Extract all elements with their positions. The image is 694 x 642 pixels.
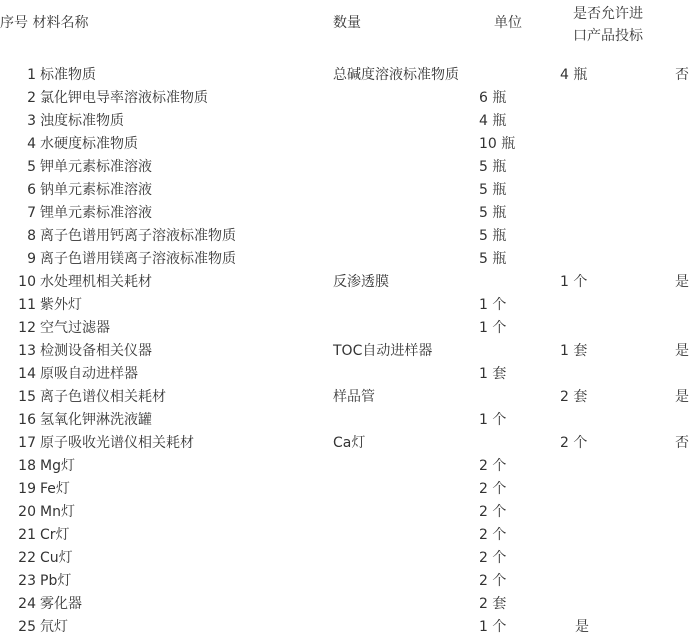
table-row — [0, 89, 694, 112]
row-number: 12 — [18, 320, 36, 336]
import-allowed: 是 — [675, 389, 689, 405]
unit-count: 5 瓶 — [479, 182, 507, 198]
material-name: 离子色谱用钙离子溶液标准物质 — [40, 228, 236, 244]
row-number: 23 — [18, 573, 36, 589]
material-name: Mn灯 — [40, 504, 75, 520]
row-number: 13 — [18, 343, 36, 359]
table-row — [0, 227, 694, 250]
table-row — [0, 181, 694, 204]
table-row — [0, 158, 694, 181]
material-name: 浊度标准物质 — [40, 113, 124, 129]
unit-count: 2 个 — [479, 527, 507, 543]
row-number: 5 — [27, 159, 36, 175]
import-allowed: 否 — [675, 435, 689, 451]
row-number: 20 — [18, 504, 36, 520]
row-number: 11 — [18, 297, 36, 313]
table-row — [0, 434, 694, 457]
row-number: 24 — [18, 596, 36, 612]
import-allowed: 是 — [575, 619, 589, 635]
import-allowed: 是 — [675, 343, 689, 359]
table-row — [0, 296, 694, 319]
material-name: 氘灯 — [40, 619, 68, 635]
material-name: 原子吸收光谱仪相关耗材 — [40, 435, 194, 451]
unit-count: 2 个 — [479, 481, 507, 497]
table-row — [0, 411, 694, 434]
material-name: 水处理机相关耗材 — [40, 274, 152, 290]
table-row — [0, 66, 694, 89]
material-name: 锂单元素标准溶液 — [40, 205, 152, 221]
unit-count: 6 瓶 — [479, 90, 507, 106]
unit-count: 5 瓶 — [479, 159, 507, 175]
table-row — [0, 388, 694, 411]
unit-count: 2 个 — [479, 573, 507, 589]
unit-count: 2 个 — [479, 504, 507, 520]
unit-count: 10 瓶 — [479, 136, 516, 152]
material-name: 氢氧化钾淋洗液罐 — [40, 412, 152, 428]
material-name: Cr灯 — [40, 527, 70, 543]
row-number: 18 — [18, 458, 36, 474]
material-name: 标准物质 — [40, 67, 96, 83]
unit-count: 5 瓶 — [479, 205, 507, 221]
table-row — [0, 250, 694, 273]
table-row — [0, 618, 694, 641]
quantity-spec: 样品管 — [333, 389, 375, 405]
material-name: 紫外灯 — [40, 297, 82, 313]
table-row — [0, 572, 694, 595]
material-name: 离子色谱仪相关耗材 — [40, 389, 166, 405]
material-name: 水硬度标准物质 — [40, 136, 138, 152]
material-name: 氯化钾电导率溶液标准物质 — [40, 90, 208, 106]
quantity-spec: Ca灯 — [333, 435, 366, 451]
material-name: 钾单元素标准溶液 — [40, 159, 152, 175]
material-name: 钠单元素标准溶液 — [40, 182, 152, 198]
unit-count: 1 个 — [560, 274, 588, 290]
header-unit: 单位 — [494, 15, 522, 31]
row-number: 22 — [18, 550, 36, 566]
material-name: 离子色谱用镁离子溶液标准物质 — [40, 251, 236, 267]
row-number: 3 — [27, 113, 36, 129]
row-number: 16 — [18, 412, 36, 428]
row-number: 2 — [27, 90, 36, 106]
unit-count: 4 瓶 — [479, 113, 507, 129]
unit-count: 2 套 — [479, 596, 507, 612]
material-name: Cu灯 — [40, 550, 73, 566]
table-row — [0, 549, 694, 572]
table-row — [0, 503, 694, 526]
row-number: 15 — [18, 389, 36, 405]
quantity-spec: 反渗透膜 — [333, 274, 389, 290]
table-row — [0, 319, 694, 342]
import-allowed: 否 — [675, 67, 689, 83]
unit-count: 1 个 — [479, 412, 507, 428]
table-row — [0, 204, 694, 227]
table-row — [0, 595, 694, 618]
row-number: 4 — [27, 136, 36, 152]
unit-count: 2 个 — [560, 435, 588, 451]
table-row — [0, 135, 694, 158]
row-number: 25 — [18, 619, 36, 635]
import-allowed: 是 — [675, 274, 689, 290]
table-row — [0, 273, 694, 296]
table-row — [0, 342, 694, 365]
row-number: 19 — [18, 481, 36, 497]
header-quantity: 数量 — [333, 15, 361, 31]
unit-count: 5 瓶 — [479, 251, 507, 267]
unit-count: 5 瓶 — [479, 228, 507, 244]
unit-count: 1 个 — [479, 619, 507, 635]
material-name: Fe灯 — [40, 481, 70, 497]
table-row — [0, 480, 694, 503]
row-number: 8 — [27, 228, 36, 244]
row-number: 7 — [27, 205, 36, 221]
header-import-line2: 口产品投标 — [573, 28, 643, 44]
unit-count: 2 个 — [479, 550, 507, 566]
material-name: 空气过滤器 — [40, 320, 110, 336]
row-number: 6 — [27, 182, 36, 198]
unit-count: 2 个 — [479, 458, 507, 474]
material-name: 原吸自动进样器 — [40, 366, 138, 382]
material-name: 雾化器 — [40, 596, 82, 612]
row-number: 17 — [18, 435, 36, 451]
table-row — [0, 112, 694, 135]
table-row — [0, 365, 694, 388]
quantity-spec: TOC自动进样器 — [333, 343, 433, 359]
material-name: Mg灯 — [40, 458, 75, 474]
header-no-and-name: 序号 材料名称 — [0, 15, 89, 31]
row-number: 10 — [18, 274, 36, 290]
material-name: Pb灯 — [40, 573, 72, 589]
row-number: 1 — [27, 67, 36, 83]
header-import-line1: 是否允许进 — [573, 6, 643, 22]
unit-count: 1 套 — [479, 366, 507, 382]
row-number: 14 — [18, 366, 36, 382]
quantity-spec: 总碱度溶液标准物质 — [333, 67, 459, 83]
row-number: 9 — [27, 251, 36, 267]
unit-count: 1 个 — [479, 320, 507, 336]
unit-count: 1 套 — [560, 343, 588, 359]
table-row — [0, 526, 694, 549]
material-name: 检测设备相关仪器 — [40, 343, 152, 359]
unit-count: 4 瓶 — [560, 67, 588, 83]
unit-count: 1 个 — [479, 297, 507, 313]
table-row — [0, 457, 694, 480]
unit-count: 2 套 — [560, 389, 588, 405]
row-number: 21 — [18, 527, 36, 543]
